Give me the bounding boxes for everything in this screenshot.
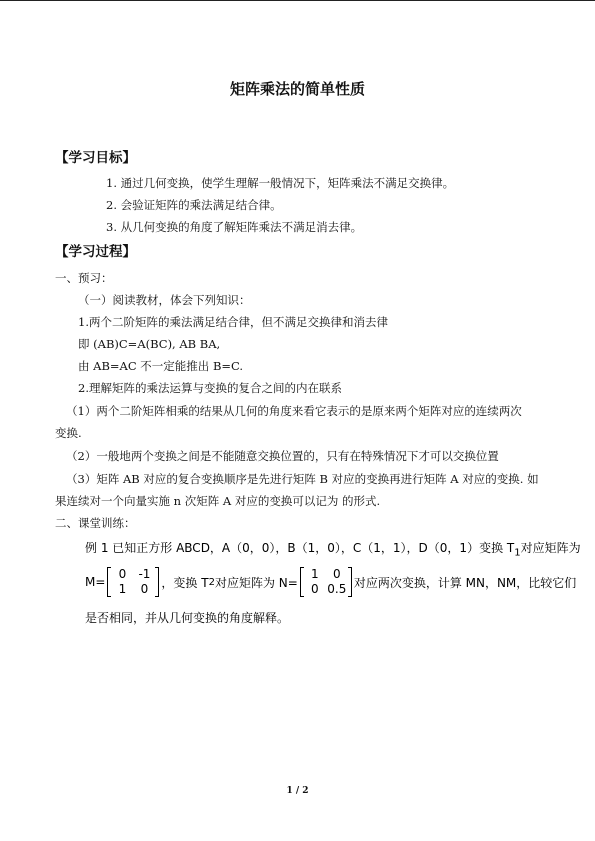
note-1: （1）两个二阶矩阵相乘的结果从几何的角度来看它表示的是原来两个矩阵对应的连续两次: [66, 404, 522, 418]
preview-label: 一、预习：: [55, 271, 113, 285]
reading-label: （一）阅读教材，体会下列知识：: [78, 293, 251, 307]
class-label: 二、课堂训练：: [55, 516, 136, 530]
example-line-2: M= 0 -1 1 0 ，变换 T 2 对应矩阵为 N= 1 0 0 0.5 对应两次变换，计算 MN，NM，比较它们: [85, 567, 577, 596]
note-2: （2）一般地两个变换之间是不能随意交换位置的，只有在特殊情况下才可以交换位置: [66, 449, 499, 463]
objectives-heading: 【学习目标】: [55, 150, 136, 166]
process-heading: 【学习过程】: [55, 244, 136, 260]
note-3: （3）矩阵 AB 对应的复合变换顺序是先进行矩阵 B 对应的变换再进行矩阵 A 对应的变换. 如: [66, 472, 539, 486]
page-title: 矩阵乘法的简单性质: [229, 80, 365, 98]
page-number: 1 / 2: [286, 786, 309, 796]
note-1-cont: 变换.: [55, 426, 82, 440]
matrix-n: 1 0 0 0.5: [300, 567, 352, 597]
example-line-3: 是否相同，并从几何变换的角度解释。: [85, 611, 290, 625]
point-1-equation: 即 (AB)C=A(BC), AB BA,: [78, 337, 221, 351]
top-border: [0, 0, 595, 1]
objective-item: 2. 会验证矩阵的乘法满足结合律。: [106, 198, 282, 212]
matrix-m: 0 -1 1 0: [107, 567, 159, 597]
objective-item: 1. 通过几何变换，使学生理解一般情况下，矩阵乘法不满足交换律。: [106, 176, 455, 190]
objective-item: 3. 从几何变换的角度了解矩阵乘法不满足消去律。: [106, 220, 363, 234]
note-3-cont: 果连续对一个向量实施 n 次矩阵 A 对应的变换可以记为 的形式.: [55, 494, 381, 508]
point-1-equation-2: 由 AB=AC 不一定能推出 B=C.: [78, 359, 244, 373]
example-line-1: 例 1 已知正方形 ABCD，A（0，0），B（1，0），C（1，1），D（0，1）变换 $T_1$对应矩阵为: [85, 541, 581, 559]
point-2: 2.理解矩阵的乘法运算与变换的复合之间的内在联系: [78, 381, 342, 395]
point-1: 1.两个二阶矩阵的乘法满足结合律，但不满足交换律和消去律: [78, 315, 388, 329]
